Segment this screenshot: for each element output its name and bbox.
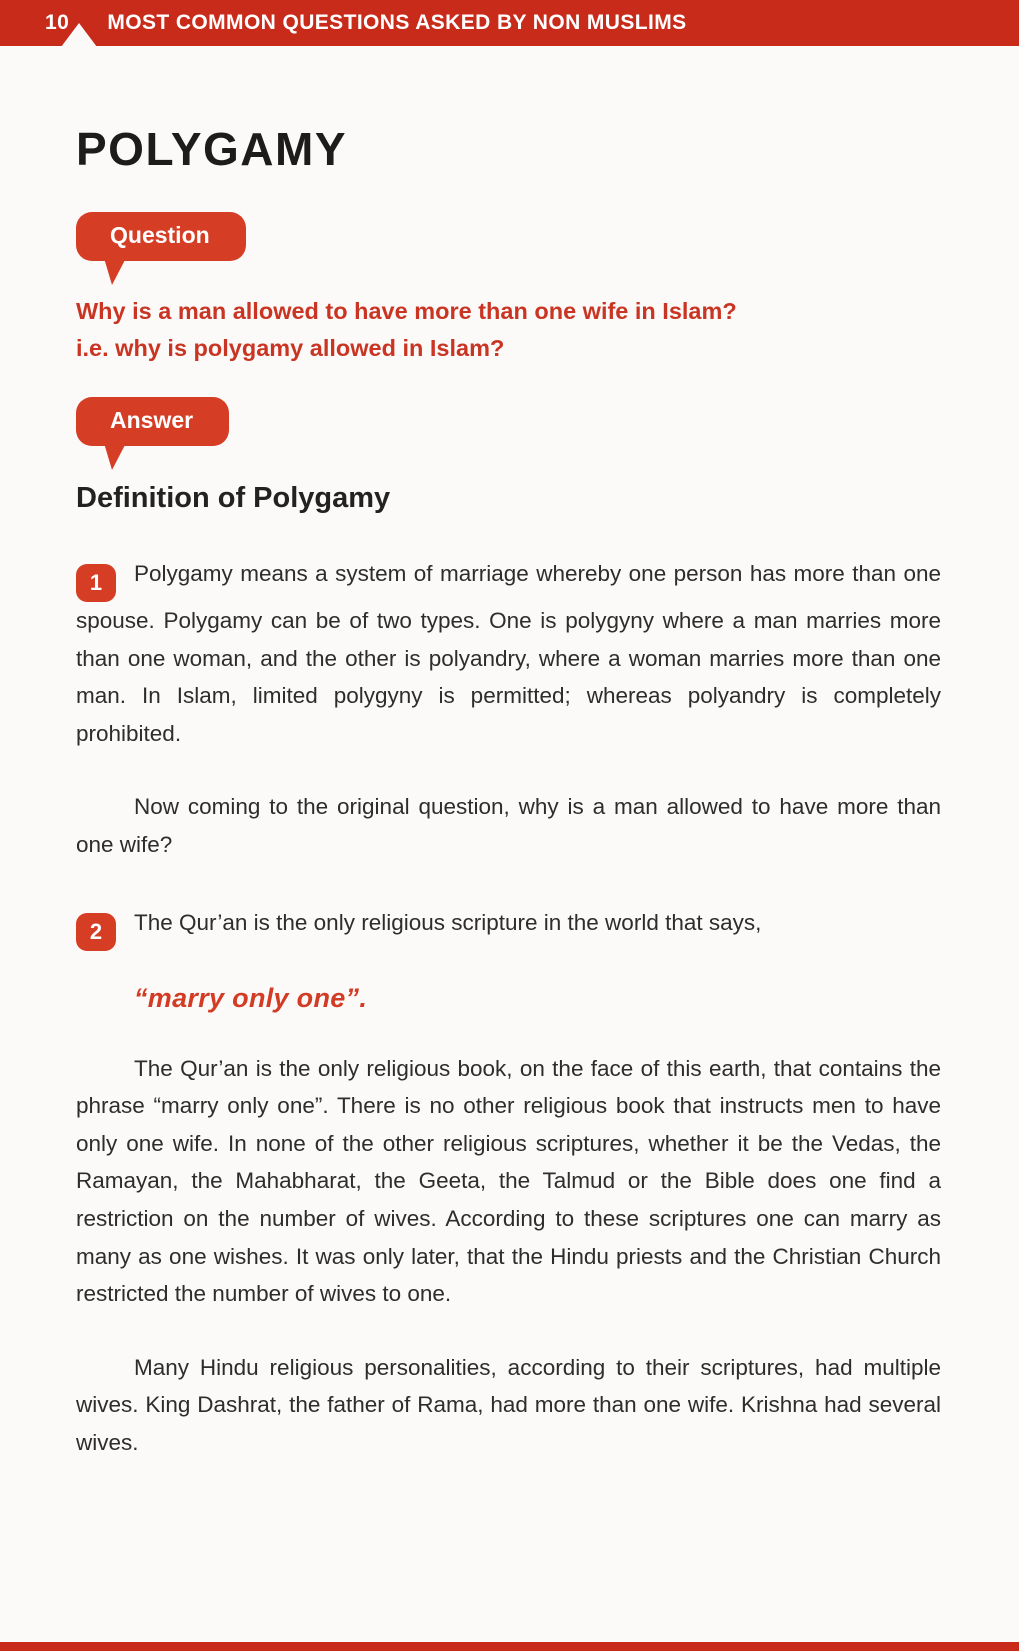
point-1-text: Polygamy means a system of marriage whereby one person has more than one spouse. Polygamy can be of two types. One is polygyny where a man marries more than one woman, and the other is polyandry, where a woman marries more than one man. In Islam, limited polygyny is permitted; whereas polyandry is completely prohibited. bbox=[76, 561, 941, 746]
question-line-2: i.e. why is polygamy allowed in Islam? bbox=[76, 335, 505, 361]
number-badge-1: 1 bbox=[76, 564, 116, 602]
question-line-1: Why is a man allowed to have more than one wife in Islam? bbox=[76, 298, 737, 324]
paragraph-now-coming: Now coming to the original question, why is a man allowed to have more than one wife? bbox=[76, 794, 941, 857]
bubble-tail bbox=[104, 258, 126, 285]
question-text bbox=[76, 293, 941, 367]
answer-label: Answer bbox=[110, 407, 194, 433]
question-label-bubble bbox=[76, 212, 246, 261]
paragraph-hindu-personalities: Many Hindu religious personalities, according to their scriptures, had multiple wives. King Dashrat, the father of Rama, had more than one wife. Krishna had several wives. bbox=[76, 1354, 941, 1455]
point-2-text: The Qur’an is the only religious scripture in the world that says, bbox=[134, 909, 762, 935]
question-label: Question bbox=[110, 222, 210, 248]
number-badge-2: 2 bbox=[76, 913, 116, 951]
chapter-title: POLYGAMY bbox=[76, 123, 348, 175]
page-header-bar bbox=[0, 0, 1019, 46]
answer-label-bubble bbox=[76, 397, 229, 446]
bubble-tail bbox=[104, 443, 126, 470]
quote-marry-only-one: “marry only one”. bbox=[134, 982, 368, 1013]
paragraph-point-2 bbox=[76, 904, 941, 951]
paragraph-point-1 bbox=[76, 555, 941, 752]
book-title: MOST COMMON QUESTIONS ASKED BY NON MUSLIMS bbox=[107, 11, 687, 34]
page-number: 10 bbox=[45, 11, 70, 34]
page-footer-strip bbox=[0, 1642, 1019, 1651]
page-content bbox=[0, 122, 1019, 1462]
header-notch-triangle bbox=[61, 23, 97, 47]
section-heading: Definition of Polygamy bbox=[76, 482, 391, 514]
paragraph-quran-book: The Qur’an is the only religious book, on the face of this earth, that contains the phrase “marry only one”. There is no other religious book that instructs men to have only one wife. In none of the other religious scriptures, whether it be the Vedas, the Ramayan, the Mahabharat, the Geeta, the Talmud or the Bible does one find a restriction on the number of wives. According to these scriptures one can marry as many as one wishes. It was only later, that the Hindu priests and the Christian Church restricted the number of wives to one. bbox=[76, 1055, 941, 1307]
